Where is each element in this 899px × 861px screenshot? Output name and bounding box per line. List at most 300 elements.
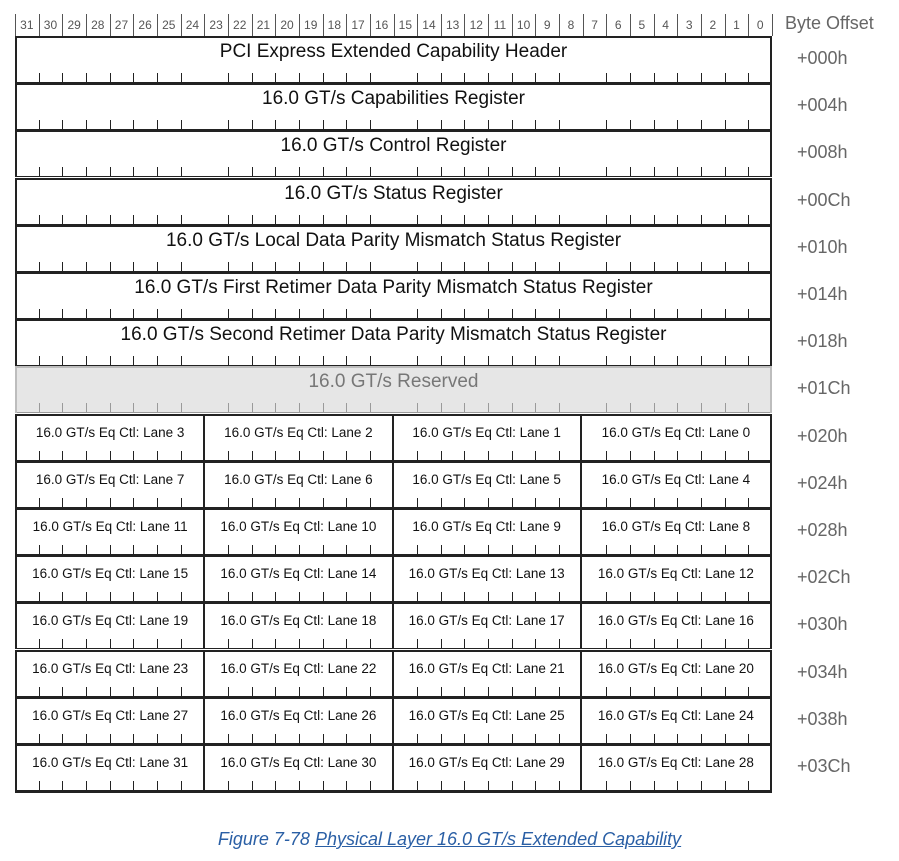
register-box xyxy=(15,132,772,177)
bit-tick xyxy=(630,73,631,83)
lane-eq-control-label: 16.0 GT/s Eq Ctl: Lane 25 xyxy=(408,707,565,723)
bit-tick xyxy=(299,120,300,130)
bit-tick xyxy=(630,309,631,319)
bit-tick xyxy=(86,498,87,508)
bit-tick xyxy=(654,687,655,697)
bit-tick xyxy=(252,545,253,555)
bit-tick xyxy=(654,73,655,83)
bit-tick xyxy=(299,639,300,649)
bit-tick xyxy=(654,734,655,744)
bit-tick xyxy=(181,262,182,272)
bit-tick xyxy=(346,167,347,177)
bit-tick xyxy=(275,167,276,177)
bit-tick xyxy=(654,356,655,366)
bit-tick xyxy=(654,592,655,602)
bit-ticks xyxy=(17,262,770,272)
bit-number: 1 xyxy=(733,18,740,32)
bit-separator xyxy=(204,14,205,36)
bit-tick xyxy=(110,639,111,649)
bit-tick xyxy=(725,403,726,413)
bit-number: 10 xyxy=(516,18,531,32)
bit-tick xyxy=(157,451,158,461)
lane-eq-control-label: 16.0 GT/s Eq Ctl: Lane 23 xyxy=(32,660,189,676)
bit-tick xyxy=(323,73,324,83)
bit-tick xyxy=(370,403,371,413)
bit-tick xyxy=(701,309,702,319)
bit-tick xyxy=(488,592,489,602)
lane-eq-control-label: 16.0 GT/s Eq Ctl: Lane 29 xyxy=(408,755,565,770)
byte-offset: +018h xyxy=(797,331,848,352)
bit-tick xyxy=(181,403,182,413)
bit-tick xyxy=(677,545,678,555)
register-box xyxy=(15,746,772,791)
bit-tick xyxy=(488,545,489,555)
lane-eq-control-label: 16.0 GT/s Eq Ctl: Lane 1 xyxy=(412,424,561,440)
bit-tick xyxy=(39,639,40,649)
bit-tick xyxy=(630,781,631,791)
bit-tick xyxy=(417,451,418,461)
bit-ticks xyxy=(17,687,770,697)
byte-offset: +000h xyxy=(797,48,848,68)
bit-tick xyxy=(110,309,111,319)
bit-tick xyxy=(488,167,489,177)
bit-number: 28 xyxy=(91,18,105,32)
bit-tick xyxy=(606,545,607,555)
bit-tick xyxy=(725,545,726,555)
bit-tick xyxy=(228,498,229,508)
register-box xyxy=(15,180,772,225)
bit-tick xyxy=(299,498,300,508)
bit-tick xyxy=(701,687,702,697)
bit-tick xyxy=(630,451,631,461)
bit-tick xyxy=(346,120,347,130)
bit-tick xyxy=(346,639,347,649)
bit-tick xyxy=(677,639,678,649)
bit-separator xyxy=(86,14,87,36)
figure-caption xyxy=(0,829,899,850)
figure-title: Physical Layer 16.0 GT/s Extended Capability xyxy=(314,829,682,849)
bit-tick xyxy=(464,687,465,697)
bit-tick xyxy=(512,262,513,272)
bit-tick xyxy=(559,451,560,461)
bit-tick xyxy=(275,498,276,508)
bit-tick xyxy=(606,73,607,83)
bit-tick xyxy=(606,215,607,225)
bit-number: 29 xyxy=(67,18,81,32)
bit-tick xyxy=(559,687,560,697)
bit-tick xyxy=(86,215,87,225)
bit-tick xyxy=(39,356,40,366)
bit-tick xyxy=(370,592,371,602)
lane-eq-control-label: 16.0 GT/s Eq Ctl: Lane 17 xyxy=(408,613,565,629)
bit-ticks xyxy=(17,167,770,177)
bit-ticks xyxy=(17,309,770,319)
lane-eq-control-label: 16.0 GT/s Eq Ctl: Lane 8 xyxy=(601,519,751,534)
bit-tick xyxy=(441,639,442,649)
bit-tick xyxy=(228,73,229,83)
bit-tick xyxy=(559,639,560,649)
bit-tick xyxy=(181,451,182,461)
bit-tick xyxy=(370,639,371,649)
bit-tick xyxy=(323,215,324,225)
lane-eq-control-label: 16.0 GT/s Eq Ctl: Lane 26 xyxy=(220,707,377,723)
bit-tick xyxy=(181,73,182,83)
bit-tick xyxy=(370,687,371,697)
bit-tick xyxy=(62,309,63,319)
bit-tick xyxy=(133,262,134,272)
bit-separator xyxy=(464,14,465,36)
bit-tick xyxy=(701,498,702,508)
bit-separator xyxy=(62,14,63,36)
bit-tick xyxy=(39,403,40,413)
bit-tick xyxy=(252,167,253,177)
bit-number: 30 xyxy=(43,18,58,32)
bit-tick xyxy=(346,356,347,366)
bit-tick xyxy=(62,451,63,461)
bit-tick xyxy=(464,781,465,791)
bit-number: 5 xyxy=(638,18,646,32)
bit-number: 8 xyxy=(567,18,575,32)
bit-tick xyxy=(370,262,371,272)
bit-ticks xyxy=(17,639,770,649)
lane-eq-control-label: 16.0 GT/s Eq Ctl: Lane 6 xyxy=(224,471,373,487)
register-box xyxy=(15,557,772,602)
bit-tick xyxy=(630,498,631,508)
bit-tick xyxy=(464,262,465,272)
register-box xyxy=(15,321,772,366)
bit-number: 7 xyxy=(591,18,598,32)
bit-tick xyxy=(630,356,631,366)
bit-tick xyxy=(677,687,678,697)
bit-tick xyxy=(252,639,253,649)
bit-tick xyxy=(488,356,489,366)
lane-eq-control-label: 16.0 GT/s Eq Ctl: Lane 3 xyxy=(35,424,185,440)
bit-tick xyxy=(346,781,347,791)
bit-tick xyxy=(370,309,371,319)
bit-tick xyxy=(133,687,134,697)
bit-separator xyxy=(441,14,442,36)
bit-tick xyxy=(630,545,631,555)
bit-tick xyxy=(157,120,158,130)
bit-number: 14 xyxy=(422,18,436,32)
bit-separator xyxy=(228,14,229,36)
bit-tick xyxy=(441,545,442,555)
bit-separator xyxy=(346,14,347,36)
bit-separator xyxy=(133,14,134,36)
bit-tick xyxy=(370,356,371,366)
bit-ticks xyxy=(17,403,770,413)
bit-tick xyxy=(725,781,726,791)
bit-tick xyxy=(181,781,182,791)
bit-tick xyxy=(677,498,678,508)
lane-eq-control-label: 16.0 GT/s Eq Ctl: Lane 19 xyxy=(32,613,189,629)
bit-tick xyxy=(346,451,347,461)
bit-tick xyxy=(252,781,253,791)
bit-tick xyxy=(299,73,300,83)
bit-tick xyxy=(299,215,300,225)
bit-tick xyxy=(748,167,749,177)
bit-tick xyxy=(228,309,229,319)
bit-tick xyxy=(606,592,607,602)
bit-tick xyxy=(228,215,229,225)
lane-eq-control-label: 16.0 GT/s Eq Ctl: Lane 20 xyxy=(597,660,754,676)
bit-tick xyxy=(275,120,276,130)
register-label: 16.0 GT/s Capabilities Register xyxy=(262,88,525,110)
lane-eq-control-label: 16.0 GT/s Eq Ctl: Lane 24 xyxy=(597,707,754,723)
bit-tick xyxy=(86,356,87,366)
bit-tick xyxy=(39,451,40,461)
bit-tick xyxy=(559,262,560,272)
bit-tick xyxy=(133,120,134,130)
bit-tick xyxy=(181,120,182,130)
bit-tick xyxy=(535,73,536,83)
bit-tick xyxy=(181,356,182,366)
register-label: 16.0 GT/s Reserved xyxy=(308,371,479,393)
register-box xyxy=(15,227,772,272)
bit-tick xyxy=(606,639,607,649)
lane-eq-control-row xyxy=(15,650,772,697)
bit-tick xyxy=(441,687,442,697)
bit-tick xyxy=(157,498,158,508)
bit-tick xyxy=(157,592,158,602)
bit-tick xyxy=(654,498,655,508)
bit-tick xyxy=(323,120,324,130)
bit-tick xyxy=(157,781,158,791)
bit-tick xyxy=(370,498,371,508)
bit-tick xyxy=(725,639,726,649)
lane-eq-control-row xyxy=(15,744,772,793)
bit-tick xyxy=(62,498,63,508)
bit-number: 26 xyxy=(138,18,152,32)
bit-tick xyxy=(228,592,229,602)
bit-tick xyxy=(606,498,607,508)
bit-tick xyxy=(725,120,726,130)
bit-ticks xyxy=(17,592,770,602)
bit-tick xyxy=(606,451,607,461)
bit-tick xyxy=(157,73,158,83)
bit-tick xyxy=(677,215,678,225)
bit-tick xyxy=(725,734,726,744)
bit-tick xyxy=(133,356,134,366)
register-box xyxy=(15,38,772,83)
bit-separator xyxy=(677,14,678,36)
bit-tick xyxy=(252,309,253,319)
bit-tick xyxy=(346,403,347,413)
bit-tick xyxy=(346,215,347,225)
bit-tick xyxy=(441,734,442,744)
bit-ticks xyxy=(17,120,770,130)
bit-tick xyxy=(606,687,607,697)
bit-tick xyxy=(370,167,371,177)
bit-tick xyxy=(133,545,134,555)
register-label: 16.0 GT/s First Retimer Data Parity Mismatch Status Register xyxy=(134,277,653,298)
register-row xyxy=(15,178,772,225)
bit-tick xyxy=(39,545,40,555)
register-row xyxy=(15,130,772,177)
bit-tick xyxy=(748,262,749,272)
bit-tick xyxy=(110,498,111,508)
bit-tick xyxy=(701,73,702,83)
bit-number: 0 xyxy=(756,18,764,32)
bit-tick xyxy=(133,167,134,177)
bit-tick xyxy=(535,451,536,461)
bit-number: 22 xyxy=(233,18,247,32)
bit-tick xyxy=(441,309,442,319)
bit-tick xyxy=(370,545,371,555)
bit-tick xyxy=(62,167,63,177)
bit-tick xyxy=(181,545,182,555)
byte-offset: +03Ch xyxy=(797,756,851,776)
bit-tick xyxy=(252,734,253,744)
bit-number: 21 xyxy=(256,18,271,32)
bit-tick xyxy=(630,687,631,697)
bit-tick xyxy=(39,262,40,272)
bit-tick xyxy=(417,498,418,508)
bit-tick xyxy=(535,592,536,602)
bit-tick xyxy=(86,639,87,649)
register-box xyxy=(15,416,772,461)
bit-tick xyxy=(512,545,513,555)
bit-tick xyxy=(181,309,182,319)
lane-eq-control-label: 16.0 GT/s Eq Ctl: Lane 11 xyxy=(32,519,188,534)
byte-offset: +024h xyxy=(797,472,848,493)
bit-tick xyxy=(62,403,63,413)
bit-tick xyxy=(299,781,300,791)
bit-tick xyxy=(299,167,300,177)
bit-tick xyxy=(110,167,111,177)
bit-ticks xyxy=(17,734,770,744)
byte-offset: +01Ch xyxy=(797,378,851,399)
bit-tick xyxy=(535,309,536,319)
bit-tick xyxy=(417,262,418,272)
bit-tick xyxy=(346,734,347,744)
bit-separator xyxy=(488,14,489,36)
bit-tick xyxy=(606,356,607,366)
bit-tick xyxy=(512,687,513,697)
bit-separator xyxy=(157,14,158,36)
bit-tick xyxy=(62,545,63,555)
bit-tick xyxy=(275,403,276,413)
bit-separator xyxy=(275,14,276,36)
bit-tick xyxy=(86,687,87,697)
bit-tick xyxy=(488,639,489,649)
bit-tick xyxy=(275,356,276,366)
bit-tick xyxy=(748,451,749,461)
bit-tick xyxy=(110,781,111,791)
bit-tick xyxy=(370,215,371,225)
bit-ticks xyxy=(17,356,770,366)
bit-separator xyxy=(701,14,702,36)
bit-tick xyxy=(323,781,324,791)
bit-tick xyxy=(606,781,607,791)
bit-ticks xyxy=(17,215,770,225)
bit-tick xyxy=(464,73,465,83)
bit-tick xyxy=(323,403,324,413)
bit-tick xyxy=(606,262,607,272)
bit-separator xyxy=(748,14,749,36)
byte-offset: +02Ch xyxy=(797,567,851,588)
bit-tick xyxy=(157,639,158,649)
bit-tick xyxy=(86,73,87,83)
bit-separator xyxy=(772,14,773,36)
bit-tick xyxy=(228,687,229,697)
register-box xyxy=(15,85,772,130)
bit-tick xyxy=(181,498,182,508)
bit-separator xyxy=(725,14,726,36)
bit-tick xyxy=(488,451,489,461)
lane-eq-control-label: 16.0 GT/s Eq Ctl: Lane 18 xyxy=(220,613,377,629)
bit-tick xyxy=(464,592,465,602)
bit-separator xyxy=(606,14,607,36)
register-box xyxy=(15,652,772,697)
bit-tick xyxy=(157,356,158,366)
bit-number: 20 xyxy=(280,18,294,32)
bit-separator xyxy=(535,14,536,36)
bit-tick xyxy=(62,120,63,130)
bit-tick xyxy=(252,687,253,697)
bit-separator xyxy=(512,14,513,36)
bit-tick xyxy=(512,781,513,791)
bit-tick xyxy=(181,687,182,697)
bit-tick xyxy=(748,356,749,366)
bit-separator xyxy=(630,14,631,36)
register-row xyxy=(15,83,772,130)
bit-number: 15 xyxy=(398,18,412,32)
bit-tick xyxy=(748,120,749,130)
bit-tick xyxy=(535,781,536,791)
bit-tick xyxy=(86,309,87,319)
lane-eq-control-label: 16.0 GT/s Eq Ctl: Lane 15 xyxy=(32,566,189,582)
bit-tick xyxy=(110,545,111,555)
bit-number: 19 xyxy=(304,18,318,32)
bit-tick xyxy=(725,73,726,83)
bit-tick xyxy=(464,309,465,319)
bit-tick xyxy=(181,167,182,177)
bit-tick xyxy=(701,734,702,744)
lane-eq-control-label: 16.0 GT/s Eq Ctl: Lane 21 xyxy=(408,660,565,676)
bit-tick xyxy=(417,215,418,225)
bit-number-header xyxy=(15,14,772,36)
lane-eq-control-label: 16.0 GT/s Eq Ctl: Lane 0 xyxy=(601,424,751,440)
bit-tick xyxy=(512,639,513,649)
bit-number: 3 xyxy=(685,18,693,32)
bit-tick xyxy=(535,498,536,508)
bit-tick xyxy=(677,781,678,791)
lane-eq-control-label: 16.0 GT/s Eq Ctl: Lane 14 xyxy=(220,566,377,582)
register-row xyxy=(15,225,772,272)
bit-tick xyxy=(606,120,607,130)
bit-tick xyxy=(346,73,347,83)
bit-tick xyxy=(606,403,607,413)
bit-tick xyxy=(252,403,253,413)
bit-tick xyxy=(323,309,324,319)
bit-tick xyxy=(441,120,442,130)
bit-tick xyxy=(323,734,324,744)
register-box xyxy=(15,604,772,649)
bit-tick xyxy=(441,451,442,461)
bit-tick xyxy=(559,120,560,130)
bit-tick xyxy=(559,498,560,508)
bit-tick xyxy=(748,403,749,413)
bit-tick xyxy=(677,592,678,602)
bit-tick xyxy=(748,639,749,649)
bit-tick xyxy=(110,734,111,744)
bit-tick xyxy=(464,545,465,555)
bit-tick xyxy=(701,639,702,649)
bit-tick xyxy=(299,403,300,413)
bit-tick xyxy=(630,215,631,225)
bit-separator xyxy=(370,14,371,36)
